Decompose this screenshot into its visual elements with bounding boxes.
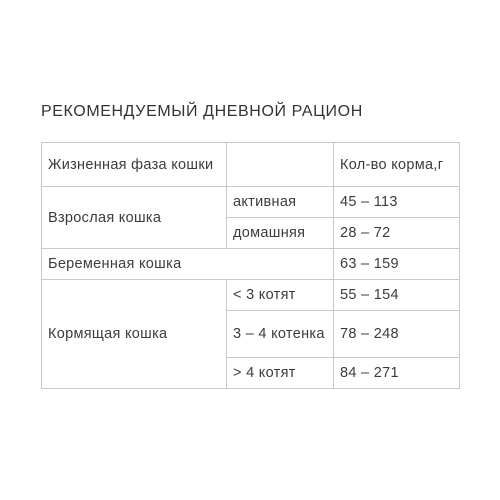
nursing-lt3-label: < 3 котят [227,280,334,311]
table-row [42,249,460,280]
nursing-gt4-label: > 4 котят [227,358,334,389]
adult-active-label: активная [227,187,334,218]
page-title: РЕКОМЕНДУЕМЫЙ ДНЕВНОЙ РАЦИОН [41,103,363,120]
table-row [42,187,460,218]
table-header-row [42,143,460,187]
daily-ration-table [41,142,460,389]
pregnant-cat-label: Беременная кошка [42,249,334,280]
nursing-3to4-amount: 78 – 248 [334,311,460,358]
header-food-amount: Кол-во корма,г [334,143,460,187]
adult-indoor-label: домашняя [227,218,334,249]
adult-indoor-amount: 28 – 72 [334,218,460,249]
nursing-lt3-amount: 55 – 154 [334,280,460,311]
nursing-cat-label: Кормящая кошка [42,280,227,389]
nursing-3to4-label: 3 – 4 котенка [227,311,334,358]
nursing-gt4-amount: 84 – 271 [334,358,460,389]
adult-cat-label: Взрослая кошка [42,187,227,249]
adult-active-amount: 45 – 113 [334,187,460,218]
header-life-phase: Жизненная фаза кошки [42,143,227,187]
header-subcategory [227,143,334,187]
pregnant-cat-amount: 63 – 159 [334,249,460,280]
table-row [42,280,460,311]
